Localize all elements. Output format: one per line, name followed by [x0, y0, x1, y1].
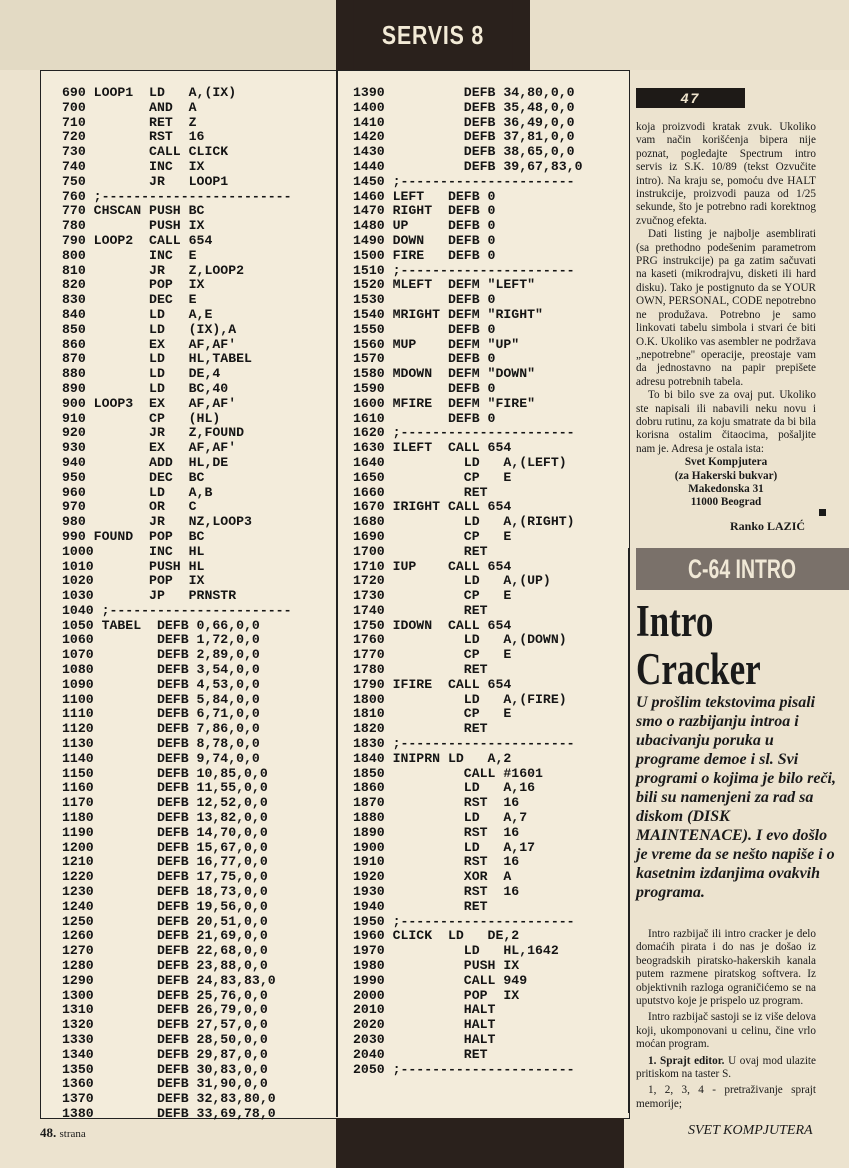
code-line: 1580 MDOWN DEFM "DOWN"	[353, 366, 536, 382]
code-line: 1040 ;-----------------------	[62, 602, 292, 618]
code-line: 1320 DEFB 27,57,0,0	[62, 1017, 268, 1033]
code-line: 1590 DEFB 0	[353, 380, 496, 396]
code-line: 1940 RET	[353, 898, 488, 914]
code-line: 1340 DEFB 29,87,0,0	[62, 1046, 268, 1062]
code-line: 1350 DEFB 30,83,0,0	[62, 1061, 268, 1077]
address-line: Svet Kompjutera	[684, 456, 768, 469]
code-line: 1960 CLICK LD DE,2	[353, 928, 520, 944]
code-line: 1670 IRIGHT CALL 654	[353, 499, 512, 515]
code-line: 1080 DEFB 3,54,0,0	[62, 662, 260, 678]
code-line: 740 INC IX	[62, 158, 205, 174]
code-line: 2040 RET	[353, 1046, 488, 1062]
code-line: 1010 PUSH HL	[62, 558, 205, 574]
section-title: SERVIS 8	[353, 0, 512, 70]
kicker-text: C-64 INTRO	[688, 554, 797, 584]
code-line: 730 CALL CLICK	[62, 144, 229, 160]
page-number-value: 48.	[40, 1125, 57, 1140]
code-line: 1980 PUSH IX	[353, 958, 520, 974]
code-line: 1150 DEFB 10,85,0,0	[62, 765, 268, 781]
code-line: 1220 DEFB 17,75,0,0	[62, 869, 268, 885]
top-band-left	[0, 0, 336, 70]
code-line: 1720 LD A,(UP)	[353, 573, 551, 589]
code-line: 1710 IUP CALL 654	[353, 558, 512, 574]
sidebar-text	[636, 121, 816, 510]
code-line: 1950 ;----------------------	[353, 913, 575, 929]
article-paragraph	[636, 1055, 816, 1082]
code-line: 1440 DEFB 39,67,83,0	[353, 158, 583, 174]
code-line: 720 RST 16	[62, 129, 205, 145]
footer-band	[336, 1118, 624, 1168]
code-line: 1500 FIRE DEFB 0	[353, 247, 496, 263]
code-line: 1730 CP E	[353, 588, 512, 604]
code-line: 910 CP (HL)	[62, 410, 221, 426]
code-line: 880 LD DE,4	[62, 366, 221, 382]
code-line: 1680 LD A,(RIGHT)	[353, 514, 575, 530]
code-line: 1400 DEFB 35,48,0,0	[353, 99, 575, 115]
magazine-name: SVET KOMPJUTERA	[688, 1123, 813, 1138]
page-badge: 47	[636, 88, 745, 108]
code-line: 960 LD A,B	[62, 484, 213, 500]
code-line: 1170 DEFB 12,52,0,0	[62, 795, 268, 811]
listing-column-left	[62, 86, 292, 1122]
code-line: 1240 DEFB 19,56,0,0	[62, 898, 268, 914]
code-line: 1620 ;----------------------	[353, 425, 575, 441]
code-line: 1900 LD A,17	[353, 839, 536, 855]
article-kicker	[636, 548, 849, 590]
article-subhead: 1. Sprajt editor.	[648, 1054, 725, 1067]
code-line: 800 INC E	[62, 247, 197, 263]
code-line: 2000 POP IX	[353, 987, 520, 1003]
code-line: 1480 UP DEFB 0	[353, 218, 496, 234]
code-line: 860 EX AF,AF'	[62, 336, 237, 352]
code-line: 940 ADD HL,DE	[62, 454, 229, 470]
code-line: 1120 DEFB 7,86,0,0	[62, 721, 260, 737]
code-line: 1820 RET	[353, 721, 488, 737]
address-line: (za Hakerski bukvar)	[674, 469, 778, 482]
code-line: 1970 LD HL,1642	[353, 943, 559, 959]
code-line: 1490 DOWN DEFB 0	[353, 232, 496, 248]
code-line: 900 LOOP3 EX AF,AF'	[62, 395, 237, 411]
code-line: 1640 LD A,(LEFT)	[353, 454, 567, 470]
code-line: 1300 DEFB 25,76,0,0	[62, 987, 268, 1003]
code-line: 1520 MLEFT DEFM "LEFT"	[353, 277, 536, 293]
article-paragraph: Intro razbijač ili intro cracker je delo domaćih pirata i do nas je došao iz beogradskih piratsko-hakerskih kanala putem razmene piratskog softvera. Iz objektivnih razloga ograničićemo se na uputstvo koje je prispelo uz program.	[636, 928, 816, 1008]
code-line: 1760 LD A,(DOWN)	[353, 632, 567, 648]
code-line: 1310 DEFB 26,79,0,0	[62, 1002, 268, 1018]
code-line: 1780 RET	[353, 662, 488, 678]
code-line: 850 LD (IX),A	[62, 321, 237, 337]
code-line: 990 FOUND POP BC	[62, 528, 205, 544]
code-line: 1930 RST 16	[353, 884, 520, 900]
code-line: 810 JR Z,LOOP2	[62, 262, 245, 278]
sidebar-paragraph: koja proizvodi kratak zvuk. Ukoliko vam način korišćenja bipera nije poznat, pogledajte Spectrum intro servis iz S.K. 10/89 (tekst Ozvučite intro). Na kraju se, pomoću dve HALT instrukcije, proizvodi pauza od 1/25 sekunde, što je potrebno radi korektnog zvučnog efekta.	[636, 121, 816, 227]
code-line: 1380 DEFB 33,69,78,0	[62, 1105, 276, 1121]
code-line: 1990 CALL 949	[353, 972, 528, 988]
code-line: 1270 DEFB 22,68,0,0	[62, 943, 268, 959]
code-line: 1530 DEFB 0	[353, 292, 496, 308]
code-line: 1410 DEFB 36,49,0,0	[353, 114, 575, 130]
article-title	[636, 597, 846, 693]
title-line: Intro	[636, 596, 714, 646]
code-line: 970 OR C	[62, 499, 197, 515]
code-line: 1690 CP E	[353, 528, 512, 544]
code-line: 1260 DEFB 21,69,0,0	[62, 928, 268, 944]
code-line: 760 ;------------------------	[62, 188, 292, 204]
code-line: 710 RET Z	[62, 114, 197, 130]
code-line: 1850 CALL #1601	[353, 765, 543, 781]
article-paragraph: 1, 2, 3, 4 - pretraživanje sprajt memorije;	[636, 1084, 816, 1110]
code-line: 1070 DEFB 2,89,0,0	[62, 647, 260, 663]
code-line: 1390 DEFB 34,80,0,0	[353, 85, 575, 100]
code-line: 1280 DEFB 23,88,0,0	[62, 958, 268, 974]
end-mark-icon	[819, 509, 826, 516]
code-line: 1840 INIPRN LD A,2	[353, 750, 512, 766]
code-line: 1870 RST 16	[353, 795, 520, 811]
code-line: 770 CHSCAN PUSH BC	[62, 203, 205, 219]
title-line: Cracker	[636, 644, 761, 694]
code-line: 1610 DEFB 0	[353, 410, 496, 426]
page-word: strana	[59, 1128, 86, 1140]
code-line: 830 DEC E	[62, 292, 197, 308]
code-line: 1360 DEFB 31,90,0,0	[62, 1076, 268, 1092]
code-line: 1420 DEFB 37,81,0,0	[353, 129, 575, 145]
code-line: 1600 MFIRE DEFM "FIRE"	[353, 395, 536, 411]
code-line: 1560 MUP DEFM "UP"	[353, 336, 520, 352]
code-line: 1920 XOR A	[353, 869, 512, 885]
top-band-right	[530, 0, 849, 70]
code-line: 890 LD BC,40	[62, 380, 229, 396]
code-line: 920 JR Z,FOUND	[62, 425, 245, 441]
code-line: 1140 DEFB 9,74,0,0	[62, 750, 260, 766]
code-line: 1510 ;----------------------	[353, 262, 575, 278]
code-line: 780 PUSH IX	[62, 218, 205, 234]
code-line: 1200 DEFB 15,67,0,0	[62, 839, 268, 855]
code-line: 2020 HALT	[353, 1017, 496, 1033]
code-line: 2030 HALT	[353, 1032, 496, 1047]
code-line: 1700 RET	[353, 543, 488, 559]
sidebar-paragraph: To bi bilo sve za ovaj put. Ukoliko ste napisali ili nabavili neku novu i dobru rutinu, za koju smatrate da bi bila korisna ostalim čitaocima, pošaljite nam je. Adresa je ostala ista:	[636, 389, 816, 455]
code-line: 1230 DEFB 18,73,0,0	[62, 884, 268, 900]
code-line: 1810 CP E	[353, 706, 512, 722]
code-line: 1790 IFIRE CALL 654	[353, 676, 512, 692]
code-line: 2010 HALT	[353, 1002, 496, 1018]
column-divider	[336, 70, 338, 1117]
code-line: 690 LOOP1 LD A,(IX)	[62, 85, 237, 100]
code-line: 1540 MRIGHT DEFM "RIGHT"	[353, 306, 543, 322]
page-number	[40, 1125, 86, 1141]
code-line: 1740 RET	[353, 602, 488, 618]
code-line: 1030 JP PRNSTR	[62, 588, 237, 604]
listing-column-right	[353, 86, 583, 1077]
code-line: 1450 ;----------------------	[353, 173, 575, 189]
code-line: 1660 RET	[353, 484, 488, 500]
article-paragraph: Intro razbijač sastoji se iz više delova koji, ukomponovani u celinu, čine vrlo moćan program.	[636, 1011, 816, 1051]
address-line: Makedonska 31	[688, 482, 764, 495]
code-line: 750 JR LOOP1	[62, 173, 229, 189]
code-line: 1210 DEFB 16,77,0,0	[62, 854, 268, 870]
code-line: 1910 RST 16	[353, 854, 520, 870]
code-line: 1370 DEFB 32,83,80,0	[62, 1091, 276, 1107]
code-line: 1110 DEFB 6,71,0,0	[62, 706, 260, 722]
code-line: 1090 DEFB 4,53,0,0	[62, 676, 260, 692]
article-lead: U prošlim tekstovima pisali smo o razbijanju introa i ubacivanju poruka u programe demoe i sl. Svi programi o kojima je bilo reči, bili su namenjeni za rad sa diskom (DISK MAINTENACE). I evo došlo je vreme da se nešto napiše i o kasetnim izdanjima ovakvih programa.	[636, 694, 836, 901]
code-line: 1570 DEFB 0	[353, 351, 496, 367]
code-line: 1000 INC HL	[62, 543, 205, 559]
code-line: 1890 RST 16	[353, 824, 520, 840]
code-line: 1550 DEFB 0	[353, 321, 496, 337]
code-line: 1190 DEFB 14,70,0,0	[62, 824, 268, 840]
code-line: 2050 ;----------------------	[353, 1061, 575, 1077]
code-line: 1860 LD A,16	[353, 780, 536, 796]
code-line: 1130 DEFB 8,78,0,0	[62, 736, 260, 752]
code-line: 1800 LD A,(FIRE)	[353, 691, 567, 707]
address-line: 11000 Beograd	[690, 496, 762, 509]
code-line: 1880 LD A,7	[353, 810, 528, 826]
code-line: 1100 DEFB 5,84,0,0	[62, 691, 260, 707]
code-line: 1250 DEFB 20,51,0,0	[62, 913, 268, 929]
code-line: 930 EX AF,AF'	[62, 440, 237, 456]
sidebar-paragraph: Dati listing je najbolje asemblirati (sa prethodno podešenim parametrom PRG instrukcije) pa ga zatim sačuvati na kaseti (mikrodrajvu, disketi ili hard disku). Tako je postignuto da se YOUR OWN, PERSONAL, CODE nepotrebno ne produžava. Potrebno je samo linkovati tabelu simbola i stvari će biti O.K. Ukoliko vas asembler ne podržava „nepotrebne" operacije, preostaje vam da jednostavno na papir prepišete adresu potrebnih tabela.	[636, 228, 816, 388]
code-line: 790 LOOP2 CALL 654	[62, 232, 213, 248]
code-line: 1750 IDOWN CALL 654	[353, 617, 512, 633]
article-text: U ovaj mod ulazite pritiskom na taster S.	[636, 1054, 816, 1081]
code-line: 820 POP IX	[62, 277, 205, 293]
code-line: 1430 DEFB 38,65,0,0	[353, 144, 575, 160]
code-line: 1050 TABEL DEFB 0,66,0,0	[62, 617, 260, 633]
code-line: 1290 DEFB 24,83,83,0	[62, 972, 276, 988]
article-body	[636, 928, 816, 1114]
code-line: 980 JR NZ,LOOP3	[62, 514, 252, 530]
code-line: 1330 DEFB 28,50,0,0	[62, 1032, 268, 1047]
code-line: 1830 ;----------------------	[353, 736, 575, 752]
code-line: 1470 RIGHT DEFB 0	[353, 203, 496, 219]
code-line: 1630 ILEFT CALL 654	[353, 440, 512, 456]
code-line: 1160 DEFB 11,55,0,0	[62, 780, 268, 796]
author-signature: Ranko LAZIĆ	[730, 519, 806, 533]
code-line: 1180 DEFB 13,82,0,0	[62, 810, 268, 826]
code-line: 1770 CP E	[353, 647, 512, 663]
code-line: 950 DEC BC	[62, 469, 205, 485]
code-line: 840 LD A,E	[62, 306, 213, 322]
code-line: 1060 DEFB 1,72,0,0	[62, 632, 260, 648]
code-line: 700 AND A	[62, 99, 197, 115]
code-line: 1460 LEFT DEFB 0	[353, 188, 496, 204]
code-line: 1650 CP E	[353, 469, 512, 485]
code-line: 1020 POP IX	[62, 573, 205, 589]
code-line: 870 LD HL,TABEL	[62, 351, 252, 367]
article-rule	[628, 548, 630, 1113]
